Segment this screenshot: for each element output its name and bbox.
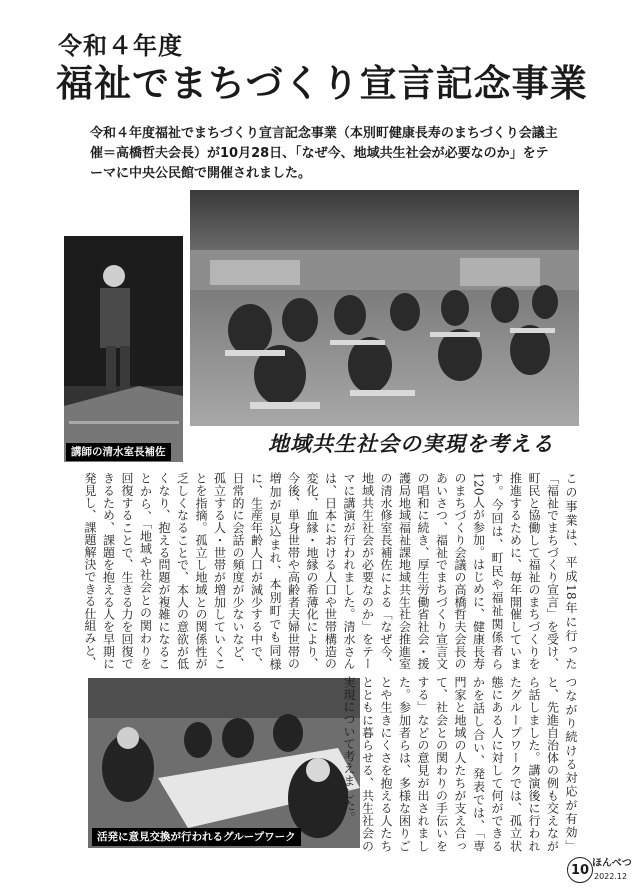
article-body-lower: つながり続ける対応が有効」と、先進自治体の例も交えながら話しました。講演後に行われたグループワークでは、孤立状態にある人に対して何ができるかを話し合い、発表では、「専門家と地域の人たちが支え合って、社会との関わりの手伝いをする」などの意見が出されました。参加者らは、多様な困りごとや生きにくさを抱える人たちとともに暮らせる、共生社会の実現について考えました。 <box>342 676 578 852</box>
groupwork-illustration <box>88 678 360 848</box>
page-title: 福祉でまちづくり宣言記念事業 <box>56 62 588 105</box>
speaker-illustration <box>64 236 183 462</box>
page-number: 10 <box>567 857 593 883</box>
article-body-upper: この事業は、平成18年に行った「福祉でまちづくり宣言」を受け、町民と協働して福祉のまちづくりを推進するために、毎年開催しています。今回は、町民や福祉関係者ら120人が参加。はじめに、健康長寿のまちづくり会議の高橋哲夫会長のあいさつ、福祉でまちづくり宣言文の唱和に続き、厚生労働省社会・援護局地域福祉課地域共生社会推進室の清水修室長補佐による「なぜ今、地域共生社会が必要なのか」をテーマに講演が行われました。清水さんは、日本における人口や世帯構造の変化、血縁・地縁の希薄化により、今後、単身世帯や高齢者夫婦世帯の増加が見込まれ、本別町でも同様に、生産年齢人口が減少する中で、日常的に会話の頻度が少ないなど、孤立する人・世帯が増加していくことを指摘。孤立し地域との関係性が乏しくなることで、本人の意欲が低くなり、抱える問題が複雑になることから、「地域や社会との関わりを回復することで、生きる力を回復できるため、課題を抱える人を早期に発見し、課題解決できる仕組みと、 <box>83 472 578 670</box>
speaker-photo <box>64 236 183 462</box>
groupwork-photo <box>88 678 360 848</box>
section-subheading: 地域共生社会の実現を考える <box>268 431 554 456</box>
page-subtitle: 令和４年度 <box>58 32 183 60</box>
speaker-photo-caption: 講師の清水室長補佐 <box>66 443 171 461</box>
lecture-hall-photo <box>190 190 579 426</box>
publication-name: ほんべつ <box>592 858 632 869</box>
groupwork-photo-caption: 活発に意見交換が行われるグループワーク <box>92 828 301 846</box>
issue-date: 2022.12 <box>594 872 628 881</box>
lead-paragraph: 令和４年度福祉でまちづくり宣言記念事業（本別町健康長寿のまちづくり会議主催＝高橋哲夫会長）が10月28日、「なぜ今、地域共生社会が必要なのか」をテーマに中央公民館で開催されました。 <box>90 126 558 181</box>
lecture-hall-illustration <box>190 190 579 426</box>
